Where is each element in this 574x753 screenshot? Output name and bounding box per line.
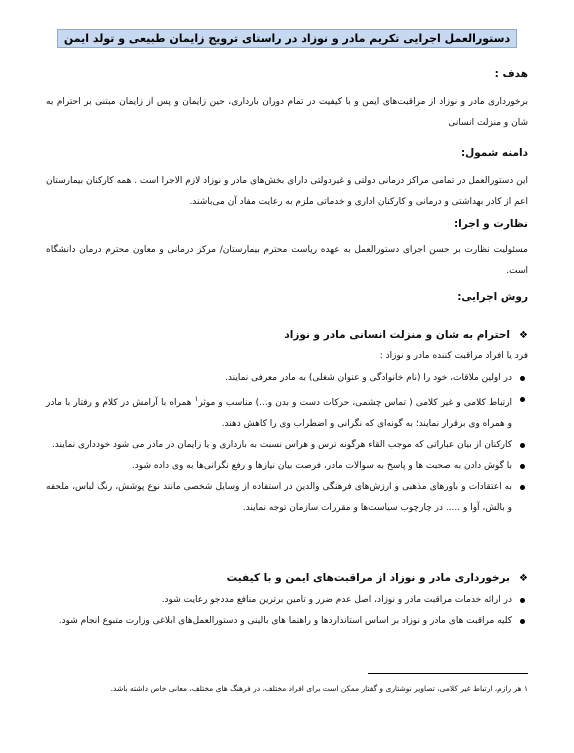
bullet-dot-icon	[520, 376, 525, 381]
goal-heading: هدف :	[494, 68, 528, 80]
section2-heading-text: برخورداری مادر و نوزاد از مراقبت‌های ایمن و با کیفیت	[226, 572, 510, 584]
list-item-text: کارکنان از بیان عباراتی که موجب القاء هرگونه ترس و هراس نسبت به بارداری و یا زایمان در مادر می شود خودداری نمایند.	[51, 440, 512, 450]
list-item-text: ارتباط کلامی و غیر کلامی ( تماس چشمی، حرکات دست و بدن و...) مناسب و موثر	[198, 398, 513, 408]
section1-heading	[46, 329, 528, 341]
bullet-dot-icon	[520, 485, 525, 490]
supervision-text: مسئولیت نظارت بر حسن اجرای دستورالعمل به عهده ریاست محترم بیمارستان/ مرکز درمانی و معاون محترم درمان دانشگاه است.	[46, 245, 528, 276]
footnote-ref: ۱	[194, 395, 199, 403]
bullet-dot-icon	[520, 397, 525, 402]
list-item-text: در ارائه خدمات مراقبت مادر و نوزاد، اصل عدم ضرر و تامین برترین منافع مددجو رعایت شود.	[161, 595, 512, 605]
procedure-heading: روش اجرایی:	[457, 291, 528, 303]
footnote-divider	[368, 673, 528, 674]
bullet-dot-icon	[520, 619, 525, 624]
list-item-text: به اعتقادات و باورهای مذهبی و ارزش‌های فرهنگی والدین در استفاده از وسایل شخصی مانند نوع پوشش، رنگ لباس، ملحفه و بالش، آوا و ..... در چارچوب سیاست‌ها و مقررات سازمان توجه نمایند.	[46, 482, 512, 513]
section1-list	[46, 368, 528, 519]
list-item	[46, 368, 528, 389]
bullet-dot-icon	[520, 598, 525, 603]
supervision-heading: نظارت و اجرا:	[453, 218, 528, 230]
list-item-text-rest: همراه با آرامش در کلام و رفتار با مادر و همراه وی برقرار نمایند؛ به گونه‌ای که نگرانی و اضطراب وی را کاهش دهند.	[46, 398, 512, 429]
list-item	[46, 389, 528, 435]
section2-list	[46, 590, 528, 632]
list-item	[46, 590, 528, 611]
section1-intro: فرد یا افراد مراقبت کننده مادر و نوزاد :	[379, 351, 528, 361]
title-wrapper	[0, 27, 574, 48]
section1-heading-text: احترام به شان و منزلت انسانی مادر و نوزاد	[284, 329, 510, 341]
document-title: دستورالعمل اجرایی تکریم مادر و نوزاد در راستای ترویج زایمان طبیعی و تولد ایمن	[57, 29, 517, 48]
goal-text: برخورداری مادر و نوزاد از مراقبت‌های ایمن و با کیفیت در تمام دوران بارداری، حین زایمان و پس از زایمان مبتنی بر احترام به شان و منزلت انسانی	[46, 97, 528, 128]
diamond-bullet-icon: ❖	[519, 573, 528, 584]
list-item	[46, 477, 528, 519]
scope-text: این دستورالعمل در تمامی مراکز درمانی دولتی و غیردولتی دارای بخش‌های مادر و نوزاد لازم الاجرا است . همه کارکنان بیمارستان اعم از کادر بهداشتی و درمانی و کارکنان اداری و خدماتی ملزم به رعایت مفاد آن می‌باشند.	[46, 176, 528, 207]
list-item	[46, 435, 528, 456]
list-item	[46, 611, 528, 632]
list-item-text: کلیه مراقبت های مادر و نوزاد بر اساس استانداردها و راهنما های بالینی و دستورالعمل‌های ابلاغی وزارت متبوع انجام شود.	[58, 616, 512, 626]
list-item	[46, 456, 528, 477]
list-item-text: با گوش دادن به صحبت ها و پاسخ به سوالات مادر، فرصت بیان نیازها و رفع نگرانی‌ها به وی داده شود.	[131, 461, 512, 471]
bullet-dot-icon	[520, 464, 525, 469]
bullet-dot-icon	[520, 443, 525, 448]
list-item-text: در اولین ملاقات، خود را (نام خانوادگی و عنوان شغلی) به مادر معرفی نمایند.	[225, 373, 512, 383]
footnote: ۱ هر رازم، ارتباط غیر کلامی، تصاویر نوشتاری و گفتار ممکن است برای افراد مختلف، در فرهنگ های مختلف، معانی خاص داشته باشد.	[110, 684, 528, 693]
section2-heading	[46, 572, 528, 584]
scope-heading: دامنه شمول:	[460, 147, 528, 159]
diamond-bullet-icon: ❖	[519, 330, 528, 341]
